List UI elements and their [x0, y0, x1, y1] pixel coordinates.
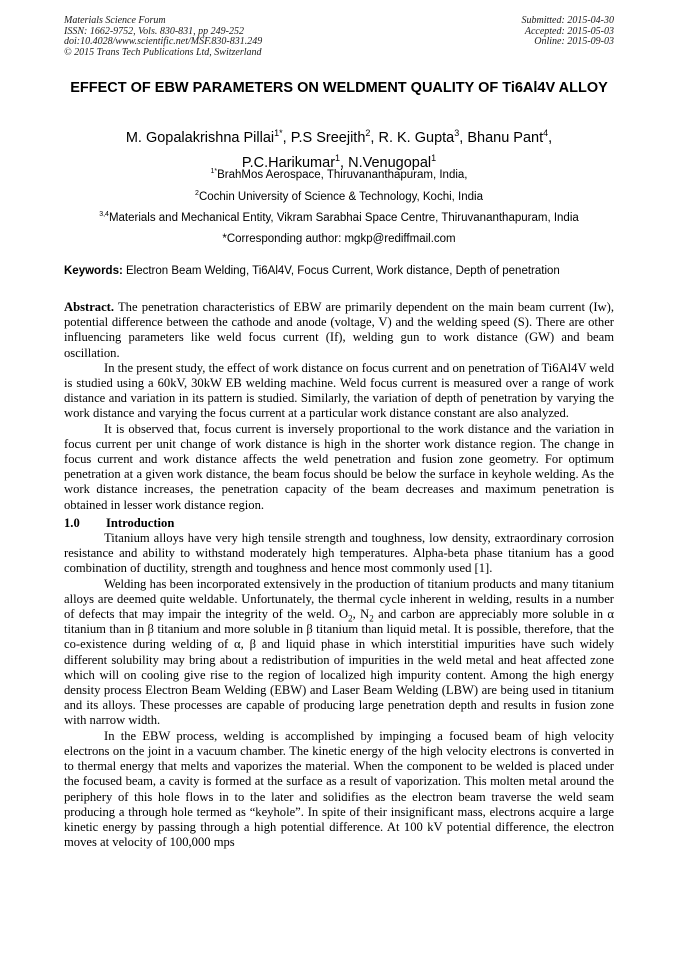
body-paragraph: In the EBW process, welding is accomplished by impinging a focused beam of high velocity electrons on the joint in a vacuum chamber. The kinetic energy of the high velocity electrons is converted in to thermal energy that melts and vaporizes the material. When the component to be welded is placed under the focused beam, a cavity is formed at the surface as a result of vaporization. This molten metal around the periphery of this hole flows in to the later and solidifies as the electron beam traverse the weld seam producing a through hole termed as “keyhole”. In spite of their insignificant mass, electrons acquire a large kinetic energy by passing through a high potential difference. At 100 kV potential difference, the electron moves at velocity of 100,000 mps — [64, 728, 614, 850]
submission-dates — [522, 16, 615, 48]
affiliation-1: $^{1*}$BrahMos Aerospace, Thiruvananthapuram, India, — [210, 168, 468, 181]
journal-doi: doi:10.4028/www.scientific.net/MSF.830-831.249 — [64, 36, 263, 47]
body-paragraph: Titanium alloys have very high tensile strength and toughness, low density, extraordinary corrosion resistance and ability to withstand moderately high temperatures. Alpha-beta phase titanium has a good combination of ductility, strength and toughness and hence most commonly used [1]. — [64, 531, 614, 576]
author: M. Gopalakrishna Pillai$^{1*}$, — [125, 128, 291, 146]
journal-issn: ISSN: 1662-9752, Vols. 830-831, pp 249-252 — [64, 25, 244, 37]
accepted-date: Accepted: 2015-05-03 — [524, 25, 614, 37]
abstract-paragraph: Abstract. The penetration characteristics of EBW are primarily dependent on the main beam current (Iw), potential difference between the cathode and anode (voltage, V) and the welding speed (S). There are other influencing parameters like weld focus current (If), welding gun to work distance (GW) and beam oscillation. — [64, 300, 614, 360]
author: P.C.Harikumar$^1$, — [241, 152, 349, 171]
author: P.S Sreejith$^2$, — [290, 128, 379, 146]
affiliation-3: $^{3,4}$Materials and Mechanical Entity, Vikram Sarabhai Space Centre, Thiruvananthapuram, India — [99, 211, 579, 224]
section-title: Introduction — [106, 515, 175, 530]
journal-info — [64, 16, 262, 58]
author: R. K. Gupta$^3$, — [378, 128, 468, 146]
journal-name: Materials Science Forum — [64, 15, 166, 26]
keywords — [64, 265, 624, 277]
journal-copyright: © 2015 Trans Tech Publications Ltd, Switzerland — [64, 46, 262, 58]
author: N.Venugopal$^1$ — [348, 152, 437, 171]
online-date: Online: 2015-09-03 — [534, 36, 614, 47]
section-number: 1.0 — [64, 515, 80, 530]
paper-title: EFFECT OF EBW PARAMETERS ON WELDMENT QUALITY OF Ti6Al4V ALLOY — [70, 80, 608, 96]
section-heading — [64, 516, 614, 531]
affiliation-2: $^2$Cochin University of Science & Technology, Kochi, India — [195, 190, 483, 203]
abstract-paragraph: It is observed that, focus current is inversely proportional to the work distance and the variation in focus current per unit change of work distance is high in the shorter work distance region. The change in focus current and work distance affects the weld penetration and fusion zone geometry. For optimum penetration at a given work distance, the beam focus should be below the surface in keyhole welding. As the work distance increases, the penetration capacity of the beam decreases and maximum penetration is obtained in lesser work distance region. — [64, 421, 614, 512]
body-paragraph: Welding has been incorporated extensively in the production of titanium products and many titanium alloys are deemed quite weldable. Unfortunately, the thermal cycle inherent in welding, results in a number of defects that may impair the integrity of the weld. $O_2$, $N_2$ and carbon are appreciably more soluble in α titanium than in β titanium and more soluble in β titanium than liquid metal. It is possible, therefore, that the co-existence during welding of α, β and liquid phase in which interstitial impurities have such widely different solubility may bring about a redistribution of impurities in the weld metal and heat affected zone which will on cooling give rise to the region of localized high impurity content. Among the high energy density process Electron Beam Welding (EBW) and Laser Beam Welding (LBW) are being used in titanium and its alloys. These processes are capable of producing large penetration depth and results in fusion zone with narrow width. — [64, 576, 614, 728]
submitted-date: Submitted: 2015-04-30 — [521, 15, 614, 26]
abstract-label: Abstract. — [64, 300, 115, 314]
paper-body — [64, 300, 614, 850]
corresponding-author: *Corresponding author: mgkp@rediffmail.com — [222, 233, 456, 245]
abstract-paragraph: In the present study, the effect of work distance on focus current and on penetration of Ti6Al4V weld is studied using a 60kV, 30kW EB welding machine. Weld focus current is measured over a range of work distance and variation in its pattern is studied. Similarly, the variation of depth of penetration by varying the work distance and varying the focus current at a particular work distance constant are also analyzed. — [64, 360, 614, 421]
keywords-label: Keywords: — [64, 265, 123, 277]
keywords-text: Electron Beam Welding, Ti6Al4V, Focus Current, Work distance, Depth of penetration — [122, 265, 560, 277]
author: Bhanu Pant$^4$, — [467, 128, 553, 146]
author-list — [60, 123, 618, 173]
